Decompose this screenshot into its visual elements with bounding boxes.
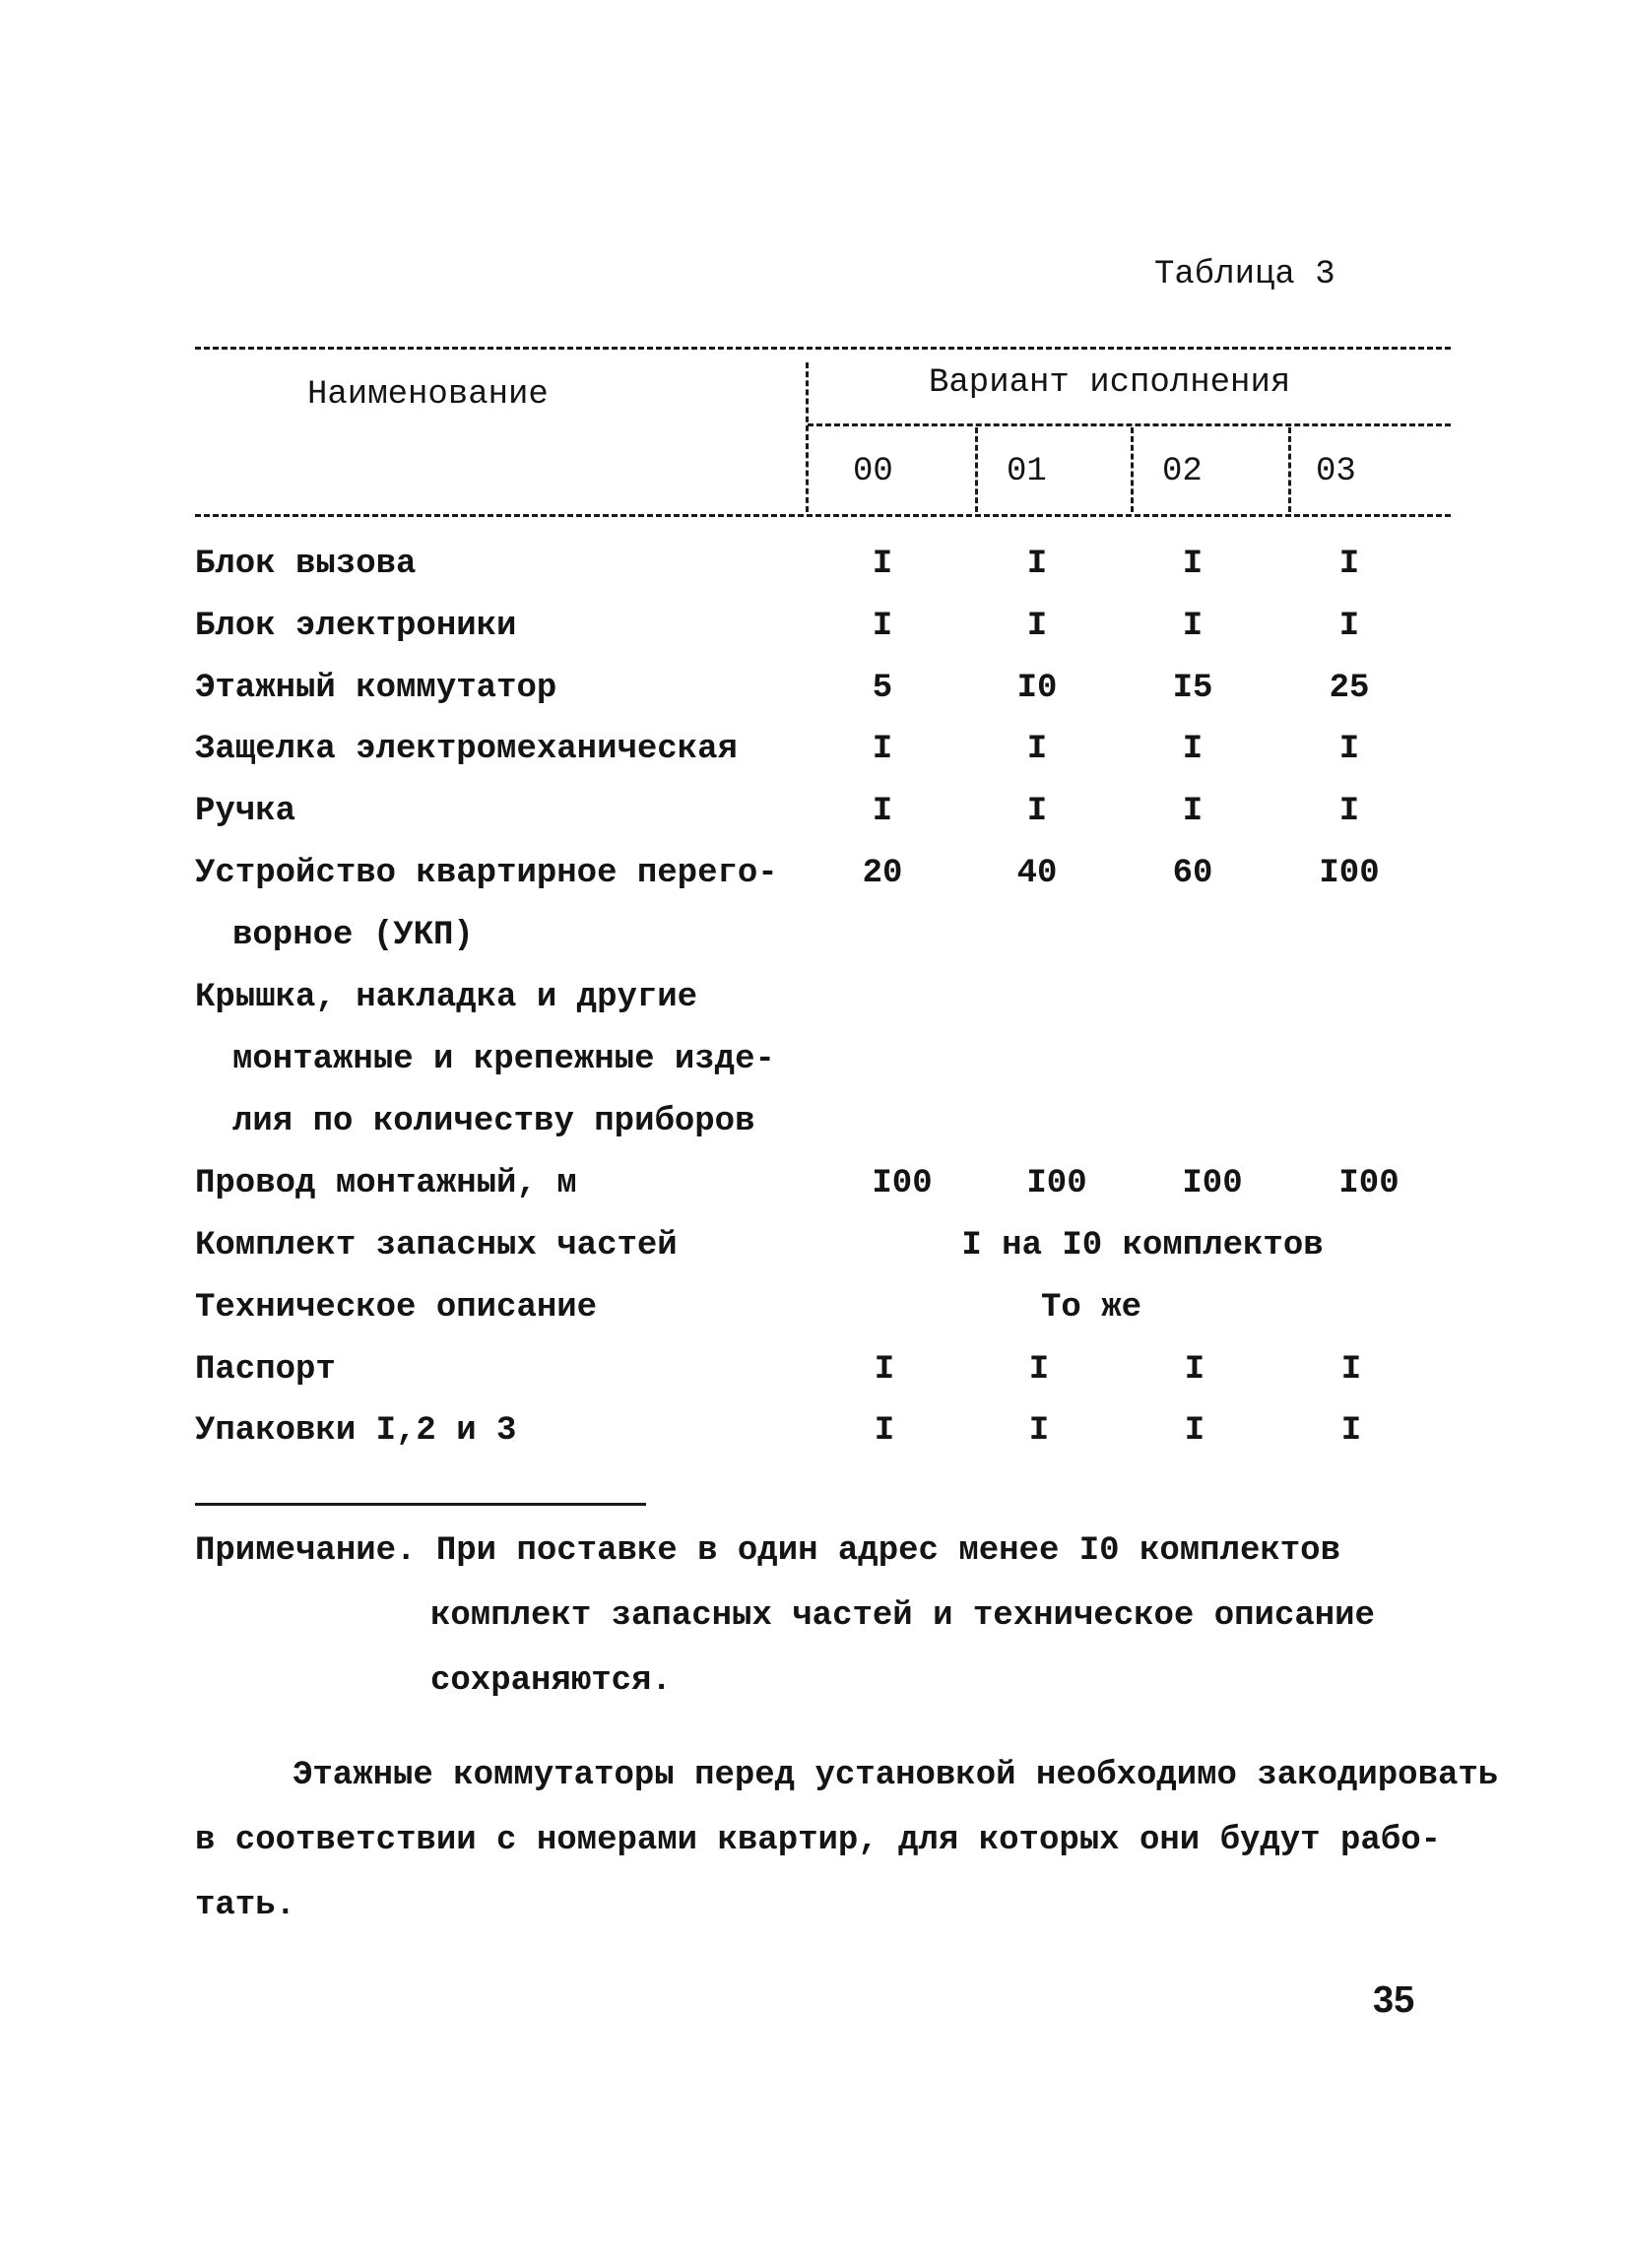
row-name-line: Устройство квартирное перего- bbox=[195, 855, 778, 892]
cell-00: 5 bbox=[872, 670, 893, 707]
header-divider-02 bbox=[1131, 427, 1134, 512]
header-variant-group: Вариант исполнения bbox=[929, 364, 1291, 402]
cell-01: I bbox=[1026, 608, 1048, 645]
row-name: Ручка bbox=[195, 793, 296, 830]
header-variant-02: 02 bbox=[1162, 453, 1203, 490]
cell-03: I bbox=[1338, 546, 1360, 583]
cell-00: I bbox=[872, 546, 893, 583]
row-name: Комплект запасных частей bbox=[195, 1227, 678, 1264]
note-line: Примечание. При поставке в один адрес менее I0 комплектов bbox=[195, 1532, 1340, 1570]
cell-01: I0 bbox=[1016, 670, 1058, 707]
header-variant-01: 01 bbox=[1007, 453, 1047, 490]
cell-00: I bbox=[874, 1351, 895, 1389]
row-name: Упаковки I,2 и 3 bbox=[195, 1412, 517, 1450]
row-name: Защелка электромеханическая bbox=[195, 731, 738, 768]
cell-03: I bbox=[1338, 731, 1360, 768]
row-name: Этажный коммутатор bbox=[195, 670, 557, 707]
span-cell: То же bbox=[1040, 1289, 1142, 1327]
cell-03: I00 bbox=[1319, 855, 1380, 892]
row-name: Провод монтажный, м bbox=[195, 1165, 577, 1202]
row-name: Блок электроники bbox=[195, 608, 517, 645]
header-divider-main bbox=[806, 362, 809, 512]
cell-01: 40 bbox=[1016, 855, 1058, 892]
cell-02: I bbox=[1182, 608, 1204, 645]
row-name: Паспорт bbox=[195, 1351, 336, 1389]
cell-00: I bbox=[872, 731, 893, 768]
cell-01: I00 bbox=[1026, 1165, 1087, 1202]
row-name: Техническое описание bbox=[195, 1289, 598, 1327]
header-divider-01 bbox=[975, 427, 978, 512]
cell-01: I bbox=[1026, 546, 1048, 583]
header-name-column: Наименование bbox=[307, 376, 549, 414]
cell-03: I bbox=[1338, 608, 1360, 645]
cell-03: I bbox=[1340, 1412, 1362, 1450]
row-name-line: ворное (УКП) bbox=[232, 917, 474, 954]
header-sub-rule bbox=[808, 423, 1451, 426]
paragraph-line: тать. bbox=[195, 1887, 296, 1924]
cell-03: I00 bbox=[1338, 1165, 1400, 1202]
header-variant-03: 03 bbox=[1316, 453, 1356, 490]
cell-02: I bbox=[1182, 546, 1204, 583]
cell-00: 20 bbox=[862, 855, 903, 892]
paragraph-line: Этажные коммутаторы перед установкой необходимо закодировать bbox=[293, 1757, 1499, 1794]
paragraph-line: в соответствии с номерами квартир, для которых они будут рабо- bbox=[195, 1822, 1442, 1859]
footnote-separator bbox=[195, 1503, 646, 1506]
cell-02: I bbox=[1182, 793, 1204, 830]
row-name-line: монтажные и крепежные изде- bbox=[232, 1041, 775, 1078]
cell-02: I bbox=[1184, 1351, 1205, 1389]
cell-01: I bbox=[1028, 1412, 1050, 1450]
note-line: сохраняются. bbox=[430, 1662, 672, 1700]
cell-01: I bbox=[1026, 731, 1048, 768]
row-name-line: Крышка, накладка и другие bbox=[195, 979, 698, 1016]
header-divider-03 bbox=[1288, 427, 1291, 512]
cell-00: I bbox=[872, 793, 893, 830]
row-name-line: лия по количеству приборов bbox=[232, 1103, 755, 1140]
span-cell: I на I0 комплектов bbox=[961, 1227, 1324, 1264]
row-name: Блок вызова bbox=[195, 546, 417, 583]
cell-01: I bbox=[1028, 1351, 1050, 1389]
cell-03: 25 bbox=[1329, 670, 1370, 707]
cell-02: I00 bbox=[1182, 1165, 1243, 1202]
note-line: комплект запасных частей и техническое описание bbox=[430, 1597, 1375, 1635]
cell-03: I bbox=[1338, 793, 1360, 830]
table-label: Таблица 3 bbox=[1154, 256, 1335, 293]
cell-03: I bbox=[1340, 1351, 1362, 1389]
cell-02: 60 bbox=[1172, 855, 1213, 892]
header-top-rule bbox=[195, 347, 1451, 350]
cell-01: I bbox=[1026, 793, 1048, 830]
cell-00: I bbox=[872, 608, 893, 645]
cell-00: I bbox=[874, 1412, 895, 1450]
cell-02: I bbox=[1182, 731, 1204, 768]
header-bottom-rule bbox=[195, 514, 1451, 517]
header-variant-00: 00 bbox=[853, 453, 893, 490]
cell-02: I bbox=[1184, 1412, 1205, 1450]
cell-00: I00 bbox=[872, 1165, 933, 1202]
page-number: 35 bbox=[1373, 1979, 1415, 2021]
cell-02: I5 bbox=[1172, 670, 1213, 707]
